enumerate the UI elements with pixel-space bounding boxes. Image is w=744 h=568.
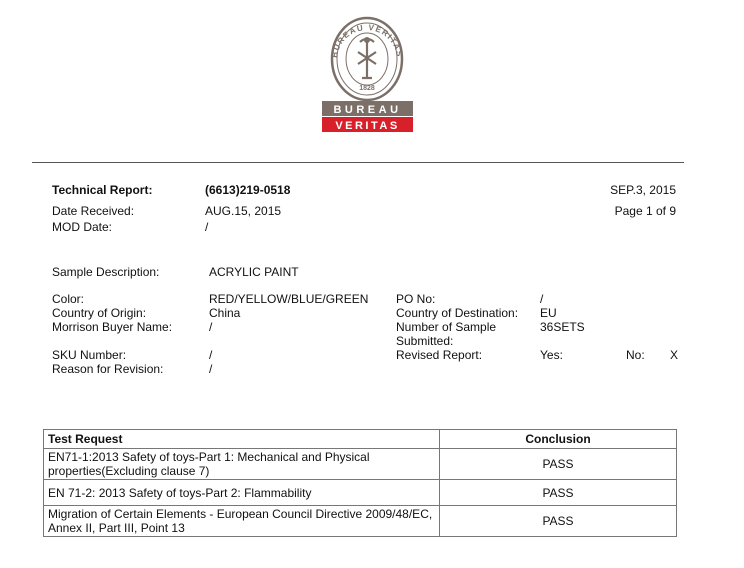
report-date: SEP.3, 2015 [610, 183, 676, 197]
color-value: RED/YELLOW/BLUE/GREEN [209, 292, 369, 306]
technical-report-label: Technical Report: [52, 183, 153, 197]
conclusion-cell: PASS [440, 506, 677, 537]
svg-text:BUREAU VERITAS: BUREAU VERITAS [329, 22, 405, 59]
conclusion-cell: PASS [440, 480, 677, 506]
test-request-line: Annex II, Part III, Point 13 [48, 521, 185, 535]
reason-revision-value: / [209, 362, 213, 376]
revised-yes-label: Yes: [540, 348, 563, 362]
sample-description-value: ACRYLIC PAINT [209, 265, 299, 279]
table-row [44, 480, 677, 506]
reason-revision-label: Reason for Revision: [52, 362, 164, 376]
logo-year: 1828 [359, 85, 375, 92]
country-origin-label: Country of Origin: [52, 306, 147, 320]
table-row [44, 449, 677, 480]
sample-count-label-cont: Submitted: [396, 334, 454, 348]
revised-no-label: No: [626, 348, 645, 362]
bureau-veritas-seal-icon [318, 12, 416, 134]
test-request-line: EN71-1:2013 Safety of toys-Part 1: Mechanical and Physical [48, 450, 370, 464]
conclusion-header: Conclusion [440, 430, 677, 449]
buyer-label: Morrison Buyer Name: [52, 320, 173, 334]
test-request-cell [44, 449, 440, 480]
country-destination-value: EU [540, 306, 557, 320]
test-request-cell [44, 480, 440, 506]
sample-description-label: Sample Description: [52, 265, 160, 279]
country-origin-value: China [209, 306, 241, 320]
test-request-line: Migration of Certain Elements - European Council Directive 2009/48/EC, [48, 507, 433, 521]
revised-no-mark: X [670, 348, 679, 362]
date-received-label: Date Received: [52, 204, 135, 218]
logo-word1: BUREAU [333, 104, 402, 116]
po-value: / [540, 292, 544, 306]
buyer-value: / [209, 320, 213, 334]
conclusion-cell: PASS [440, 449, 677, 480]
mod-date-value: / [205, 220, 209, 234]
test-request-line: properties(Excluding clause 7) [48, 464, 210, 478]
test-request-header: Test Request [44, 430, 440, 449]
sample-count-label: Number of Sample [396, 320, 497, 334]
technical-report-number: (6613)219-0518 [205, 183, 291, 197]
revised-report-label: Revised Report: [396, 348, 483, 362]
header-divider [32, 162, 684, 163]
table-header-row [44, 430, 677, 449]
mod-date-label: MOD Date: [52, 220, 113, 234]
test-request-cell [44, 506, 440, 537]
logo-word2: VERITAS [335, 120, 400, 132]
sku-label: SKU Number: [52, 348, 127, 362]
test-results-table [43, 429, 677, 537]
sample-count-value: 36SETS [540, 320, 585, 334]
date-received-value: AUG.15, 2015 [205, 204, 282, 218]
bureau-veritas-logo [318, 12, 416, 134]
color-label: Color: [52, 292, 85, 306]
country-destination-label: Country of Destination: [396, 306, 519, 320]
table-row [44, 506, 677, 537]
test-request-line: EN 71-2: 2013 Safety of toys-Part 2: Flammability [48, 485, 312, 500]
page-indicator: Page 1 of 9 [614, 204, 676, 218]
sku-value: / [209, 348, 213, 362]
po-label: PO No: [396, 292, 436, 306]
